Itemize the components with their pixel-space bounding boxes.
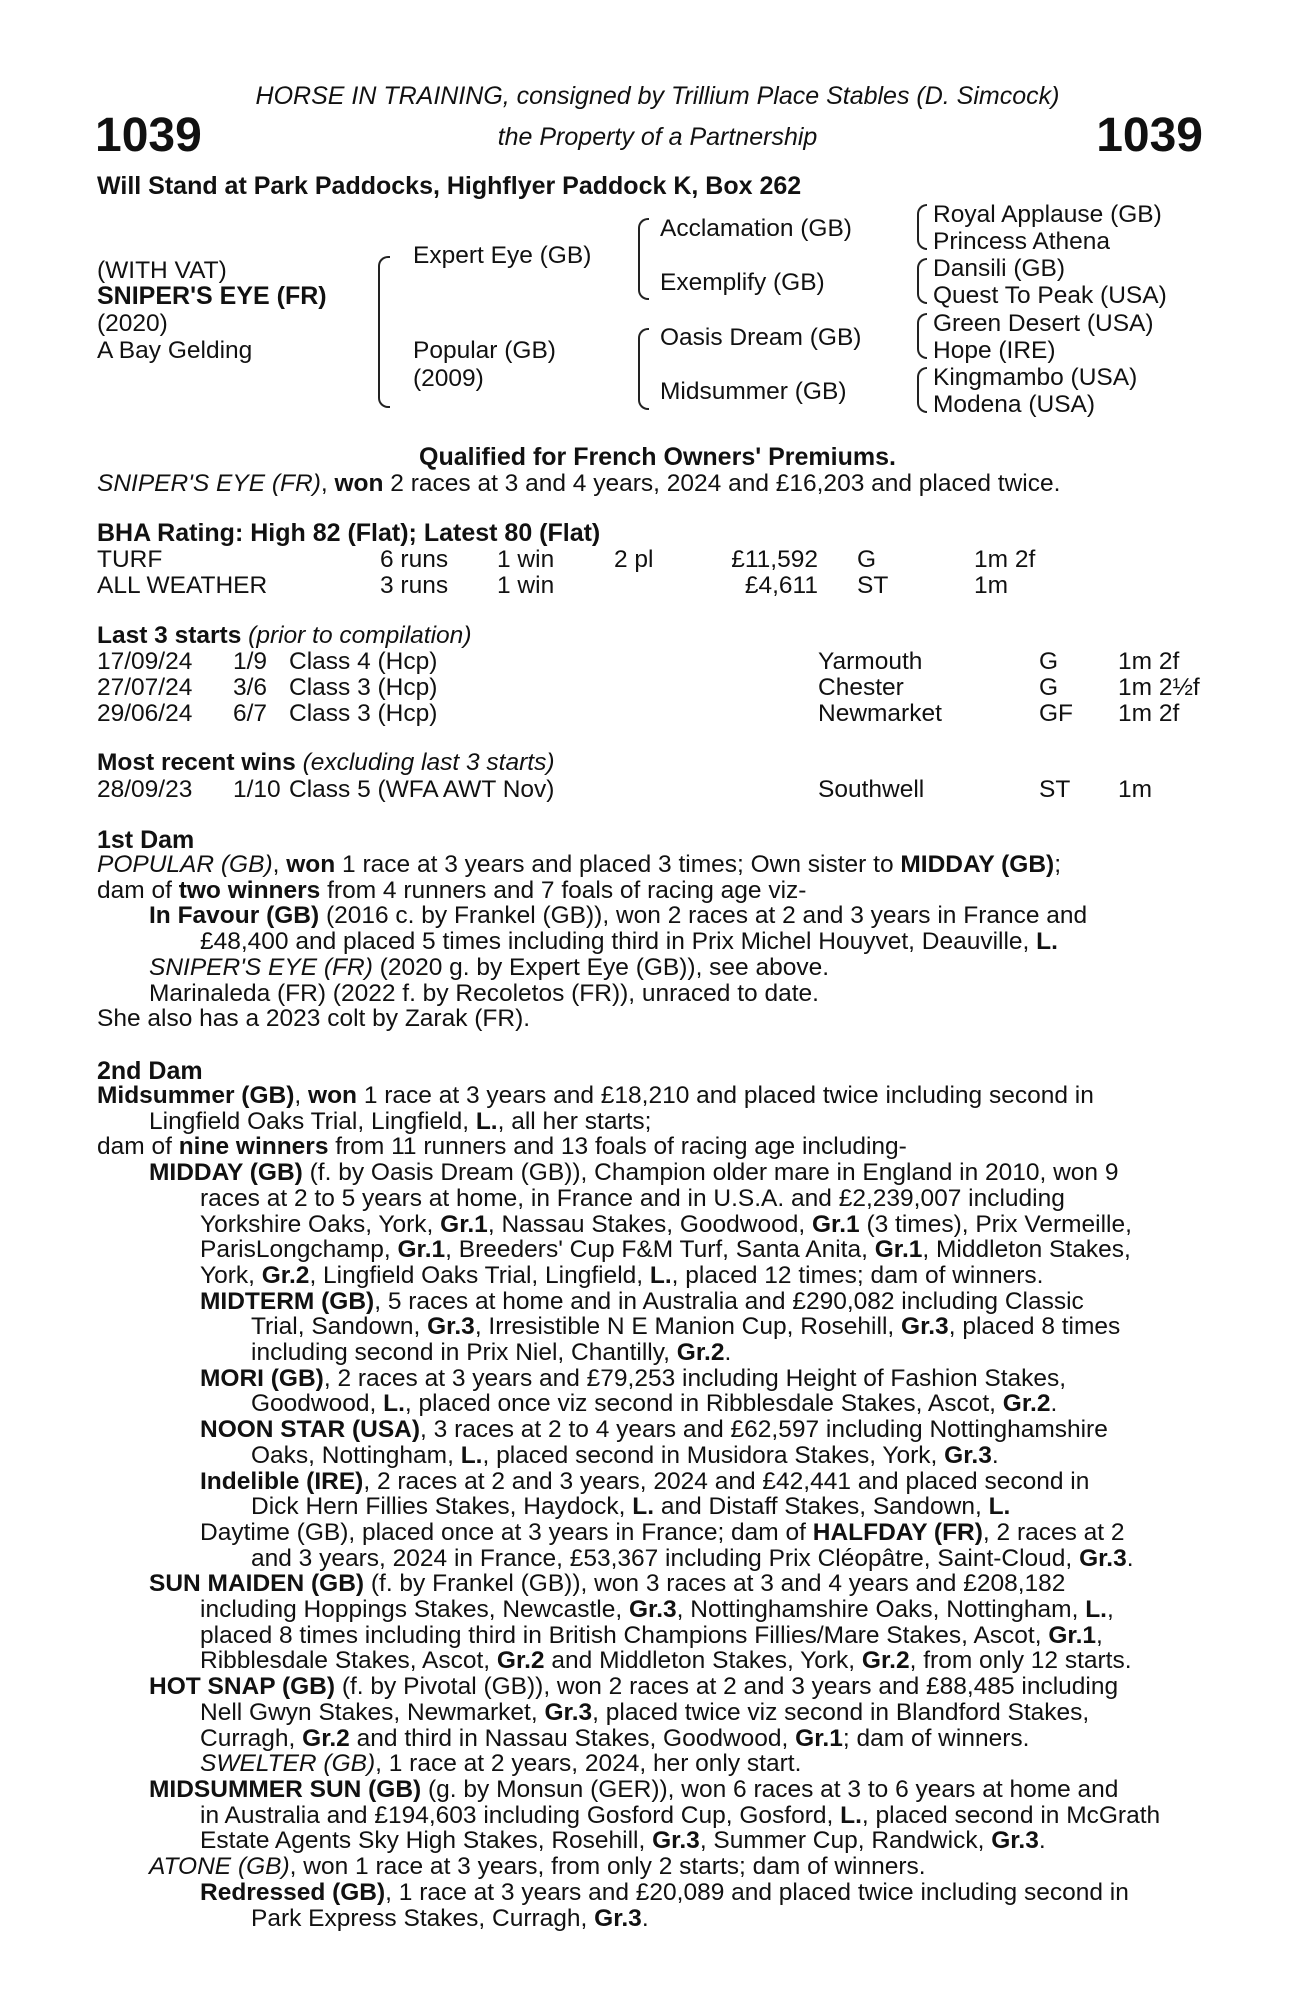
text: Ribblesdale Stakes, Ascot, bbox=[200, 1647, 497, 1675]
dam1-line: She also has a 2023 colt by Zarak (FR). bbox=[97, 1005, 531, 1033]
win-course: Southwell bbox=[818, 776, 925, 803]
grade: Gr.2 bbox=[496, 1647, 545, 1675]
text: . bbox=[1038, 1827, 1046, 1855]
text: (f. by Oasis Dream (GB)), Champion older mare in England in 2010, won 9 bbox=[302, 1159, 1119, 1187]
midterm-line bbox=[97, 1289, 1160, 1315]
winners: nine winners bbox=[178, 1133, 329, 1161]
redressed-line bbox=[97, 1880, 1160, 1906]
grade: L. bbox=[460, 1441, 483, 1469]
text: (f. by Pivotal (GB)), won 2 races at 2 and 3 years and £88,485 including bbox=[335, 1673, 1119, 1701]
midday-line: races at 2 to 5 years at home, in France and in U.S.A. and £2,239,007 including bbox=[200, 1184, 1065, 1212]
text: Estate Agents Sky High Stakes, Rosehill, bbox=[200, 1827, 653, 1855]
horse-name: MIDDAY (GB) bbox=[900, 851, 1055, 878]
pedigree-brace-g3h bbox=[917, 389, 927, 413]
rating-surface: TURF bbox=[97, 546, 163, 573]
text: , bbox=[1096, 1621, 1103, 1649]
text: (2016 c. by Frankel (GB)), won 2 races at 2 and 3 years in France and bbox=[319, 902, 1088, 930]
text: , from only 12 starts. bbox=[909, 1647, 1132, 1675]
grade: Gr.2 bbox=[676, 1339, 725, 1367]
pedigree-g4: Quest To Peak (USA) bbox=[933, 282, 1167, 309]
text: Daytime (GB), placed once at 3 years in France; dam of bbox=[200, 1518, 813, 1546]
midday-line bbox=[97, 1212, 1160, 1238]
indelible-line bbox=[97, 1494, 1160, 1520]
text: , placed second in McGrath bbox=[861, 1801, 1161, 1829]
pedigree-sire-dam: Exemplify (GB) bbox=[660, 269, 825, 296]
recent-wins-title: Most recent wins bbox=[97, 749, 296, 776]
rating-row-turf bbox=[0, 546, 1315, 572]
pedigree-brace-g3g bbox=[917, 367, 927, 391]
midsummersun-line bbox=[97, 1777, 1160, 1803]
sunmaiden-line bbox=[97, 1571, 1160, 1597]
horse-name: MIDSUMMER SUN (GB) bbox=[149, 1775, 422, 1803]
pedigree-brace-g3e bbox=[917, 313, 927, 337]
grade: L. bbox=[649, 1261, 672, 1289]
noonstar-line bbox=[97, 1417, 1160, 1443]
start-position: 1/9 bbox=[233, 648, 268, 675]
horse-name: NOON STAR (USA) bbox=[200, 1416, 421, 1444]
text: , bbox=[294, 1082, 309, 1109]
text: and third in Nassau Stakes, Goodwood, bbox=[349, 1724, 796, 1752]
grade: L. bbox=[632, 1493, 655, 1521]
pedigree-brace-g2a bbox=[638, 218, 649, 260]
start-course: Chester bbox=[818, 674, 904, 701]
indelible-line bbox=[97, 1469, 1160, 1495]
dam2-line bbox=[97, 1109, 1160, 1135]
text: . bbox=[991, 1441, 999, 1469]
rating-prize: £11,592 bbox=[731, 546, 818, 573]
text: Dick Hern Fillies Stakes, Haydock, bbox=[251, 1493, 633, 1521]
grade: Gr.3 bbox=[901, 1313, 949, 1341]
pedigree-dam-sire: Oasis Dream (GB) bbox=[660, 324, 862, 351]
text: Oaks, Nottingham, bbox=[251, 1441, 461, 1469]
pedigree-brace-g2b bbox=[638, 258, 649, 300]
pedigree-brace-g3a bbox=[917, 204, 927, 228]
text: , 2 races at 2 and 3 years, 2024 and £42,441 and placed second in bbox=[363, 1467, 1090, 1495]
grade: L. bbox=[840, 1801, 862, 1829]
rating-runs: 6 runs bbox=[380, 546, 449, 573]
text: 1 race at 3 years and £18,210 and placed twice including second in bbox=[357, 1082, 1094, 1109]
start-distance: 1m 2f bbox=[1118, 700, 1180, 727]
hotsnap-line bbox=[97, 1674, 1160, 1700]
midterm-line bbox=[97, 1314, 1160, 1340]
horse-name: SNIPER'S EYE (FR) bbox=[97, 282, 327, 310]
text: from 4 runners and 7 foals of racing age viz- bbox=[320, 876, 807, 904]
start-date: 29/06/24 bbox=[97, 700, 193, 727]
text: ; bbox=[1054, 851, 1062, 878]
horse-name: SWELTER (GB) bbox=[200, 1750, 376, 1778]
text: Nell Gwyn Stakes, Newmarket, bbox=[200, 1698, 545, 1726]
pedigree-dam-dam: Midsummer (GB) bbox=[660, 378, 847, 405]
last-starts-note: (prior to compilation) bbox=[248, 622, 472, 649]
location-line: Will Stand at Park Paddocks, Highflyer Paddock K, Box 262 bbox=[97, 172, 802, 200]
text: , placed 12 times; dam of winners. bbox=[671, 1261, 1044, 1289]
pedigree-brace-g3d bbox=[917, 280, 927, 304]
start-position: 6/7 bbox=[233, 700, 268, 727]
horse-name: MIDDAY (GB) bbox=[149, 1159, 303, 1187]
redressed-line bbox=[97, 1906, 1160, 1932]
pedigree-g6: Hope (IRE) bbox=[933, 337, 1056, 364]
text: , placed twice viz second in Blandford Stakes, bbox=[592, 1698, 1090, 1726]
race-summary: SNIPER'S EYE (FR), won 2 races at 3 and 4 years, 2024 and £16,203 and placed twice. bbox=[97, 470, 1061, 497]
pedigree-brace-g2d bbox=[638, 368, 649, 410]
text: ParisLongchamp, bbox=[200, 1236, 398, 1264]
horse-name: HOT SNAP (GB) bbox=[149, 1673, 336, 1701]
grade: Gr.2 bbox=[861, 1647, 910, 1675]
rating-going: G bbox=[857, 546, 877, 573]
horse-name: SUN MAIDEN (GB) bbox=[149, 1570, 365, 1598]
start-going: G bbox=[1039, 648, 1059, 675]
text: Curragh, bbox=[200, 1724, 303, 1752]
text: , Breeders' Cup F&M Turf, Santa Anita, bbox=[445, 1236, 875, 1264]
horse-description: A Bay Gelding bbox=[97, 337, 253, 364]
text: , 5 races at home and in Australia and £290,082 including Classic bbox=[374, 1287, 1084, 1315]
grade: Gr.1 bbox=[811, 1210, 860, 1238]
second-dam-heading: 2nd Dam bbox=[97, 1057, 203, 1085]
rating-runs: 3 runs bbox=[380, 572, 449, 599]
pedigree-brace-sire bbox=[378, 256, 390, 336]
pedigree-brace-g3c bbox=[917, 258, 927, 282]
rating-surface: ALL WEATHER bbox=[97, 572, 268, 599]
start-date: 17/09/24 bbox=[97, 648, 193, 675]
last-start-row bbox=[0, 674, 1315, 700]
first-dam-text bbox=[97, 852, 1087, 1032]
midday-line bbox=[97, 1237, 1160, 1263]
grade: Gr.3 bbox=[544, 1698, 593, 1726]
dam2-line bbox=[97, 1134, 1160, 1160]
summary-horse-name: SNIPER'S EYE (FR) bbox=[97, 470, 321, 497]
grade: L. bbox=[1036, 928, 1058, 956]
pedigree-brace-g2c bbox=[638, 328, 649, 370]
dam2-line bbox=[97, 1083, 1160, 1109]
grade: Gr.1 bbox=[1048, 1621, 1097, 1649]
recent-wins-heading bbox=[97, 749, 554, 777]
pedigree-brace-dam bbox=[378, 334, 390, 408]
text: Trial, Sandown, bbox=[251, 1313, 428, 1341]
grade: L. bbox=[383, 1390, 405, 1418]
text: £48,400 and placed 5 times including third in Prix Michel Houyvet, Deauville, bbox=[200, 928, 1037, 956]
pedigree-dam: Popular (GB) bbox=[413, 337, 556, 364]
dam1-line bbox=[97, 878, 1087, 904]
text: including second in Prix Niel, Chantilly, bbox=[251, 1339, 677, 1367]
pedigree-g5: Green Desert (USA) bbox=[933, 310, 1154, 337]
grade: Gr.3 bbox=[628, 1596, 677, 1624]
win-date: 28/09/23 bbox=[97, 776, 193, 803]
grade: Gr.3 bbox=[427, 1313, 475, 1341]
text: Yorkshire Oaks, York, bbox=[200, 1210, 441, 1238]
summary-won: won bbox=[334, 470, 384, 497]
text: . bbox=[724, 1339, 732, 1367]
dam-name: Midsummer (GB) bbox=[97, 1082, 295, 1109]
text: (f. by Frankel (GB)), won 3 races at 3 and 4 years and £208,182 bbox=[364, 1570, 1066, 1598]
rating-wins: 1 win bbox=[497, 546, 555, 573]
text: (g. by Monsun (GER)), won 6 races at 3 to 6 years at home and bbox=[421, 1775, 1119, 1803]
pedigree-sire-sire: Acclamation (GB) bbox=[660, 215, 852, 242]
sunmaiden-line bbox=[97, 1648, 1160, 1674]
text: dam of bbox=[97, 876, 179, 904]
grade: Gr.2 bbox=[302, 1724, 350, 1752]
text: , won 1 race at 3 years, from only 2 starts; dam of winners. bbox=[289, 1853, 926, 1881]
text: , 2 races at 3 years and £79,253 including Height of Fashion Stakes, bbox=[323, 1364, 1067, 1392]
horse-name: Redressed (GB) bbox=[200, 1878, 386, 1906]
text: York, bbox=[200, 1261, 262, 1289]
text: Lingfield Oaks Trial, Lingfield, bbox=[149, 1107, 476, 1135]
last-starts-title: Last 3 starts bbox=[97, 622, 242, 649]
hotsnap-line bbox=[97, 1726, 1160, 1752]
midsummersun-line bbox=[97, 1803, 1160, 1829]
text: , 3 races at 2 to 4 years and £62,597 including Nottinghamshire bbox=[420, 1416, 1108, 1444]
pedigree-g1: Royal Applause (GB) bbox=[933, 201, 1162, 228]
grade: L. bbox=[988, 1493, 1011, 1521]
text: , placed 8 times bbox=[948, 1313, 1121, 1341]
text: , bbox=[1106, 1596, 1114, 1624]
hotsnap-line bbox=[97, 1751, 1160, 1777]
pedigree-sire: Expert Eye (GB) bbox=[413, 242, 592, 269]
text: from 11 runners and 13 foals of racing age including- bbox=[328, 1133, 907, 1161]
start-distance: 1m 2f bbox=[1118, 648, 1180, 675]
text: . bbox=[1126, 1544, 1134, 1572]
property-line: the Property of a Partnership bbox=[497, 123, 818, 151]
win-position: 1/10 bbox=[233, 776, 281, 803]
text: , Middleton Stakes, bbox=[922, 1236, 1131, 1264]
dam1-line: Marinaleda (FR) (2022 f. by Recoletos (FR)), unraced to date. bbox=[149, 979, 819, 1007]
start-date: 27/07/24 bbox=[97, 674, 193, 701]
noonstar-line bbox=[97, 1443, 1160, 1469]
winners: two winners bbox=[178, 876, 321, 904]
last-starts-heading bbox=[97, 622, 471, 650]
start-going: G bbox=[1039, 674, 1059, 701]
text: , 1 race at 2 years, 2024, her only start. bbox=[375, 1750, 802, 1778]
text: . bbox=[641, 1904, 649, 1932]
text: in Australia and £194,603 including Gosford Cup, Gosford, bbox=[200, 1801, 841, 1829]
mori-line bbox=[97, 1366, 1160, 1392]
text: (3 times), Prix Vermeille, bbox=[859, 1210, 1132, 1238]
pedigree-dam-year: (2009) bbox=[413, 365, 484, 392]
horse-name: In Favour (GB) bbox=[149, 902, 320, 930]
start-going: GF bbox=[1039, 700, 1074, 727]
won: won bbox=[308, 1082, 358, 1109]
daytime-line bbox=[97, 1520, 1160, 1546]
text: and Distaff Stakes, Sandown, bbox=[654, 1493, 989, 1521]
pedigree-brace-g3b bbox=[917, 226, 927, 250]
sunmaiden-line bbox=[97, 1623, 1160, 1649]
grade: L. bbox=[475, 1107, 498, 1135]
second-dam-text bbox=[97, 1083, 1160, 1931]
win-going: ST bbox=[1039, 776, 1071, 803]
grade: Gr.1 bbox=[874, 1236, 923, 1264]
text: dam of bbox=[97, 1133, 179, 1161]
start-position: 3/6 bbox=[233, 674, 268, 701]
rating-distance: 1m bbox=[974, 572, 1009, 599]
text: (2020 g. by Expert Eye (GB)), see above. bbox=[372, 953, 830, 981]
pedigree-g2: Princess Athena bbox=[933, 228, 1111, 255]
grade: Gr.3 bbox=[652, 1827, 700, 1855]
mori-line bbox=[97, 1391, 1160, 1417]
midday-line bbox=[97, 1263, 1160, 1289]
text: , Lingfield Oaks Trial, Lingfield, bbox=[309, 1261, 650, 1289]
start-race: Class 3 (Hcp) bbox=[289, 700, 438, 727]
rating-placed: 2 pl bbox=[614, 546, 654, 573]
won: won bbox=[286, 851, 336, 878]
start-course: Newmarket bbox=[818, 700, 942, 727]
win-distance: 1m bbox=[1118, 776, 1153, 803]
pedigree-g8: Modena (USA) bbox=[933, 391, 1096, 418]
horse-name: MORI (GB) bbox=[200, 1364, 324, 1392]
pedigree-brace-g3f bbox=[917, 335, 927, 359]
dam1-line bbox=[97, 929, 1087, 955]
pedigree-g7: Kingmambo (USA) bbox=[933, 364, 1138, 391]
rating-prize: £4,611 bbox=[744, 572, 818, 599]
grade: Gr.1 bbox=[440, 1210, 488, 1238]
dam1-line bbox=[97, 852, 1087, 878]
text: , Nassau Stakes, Goodwood, bbox=[487, 1210, 812, 1238]
sunmaiden-line bbox=[97, 1597, 1160, 1623]
text: ; dam of winners. bbox=[842, 1724, 1030, 1752]
text: Park Express Stakes, Curragh, bbox=[251, 1904, 595, 1932]
text: and Middleton Stakes, York, bbox=[544, 1647, 862, 1675]
grade: Gr.1 bbox=[795, 1724, 843, 1752]
grade: L. bbox=[1085, 1596, 1107, 1624]
dam1-line bbox=[97, 903, 1087, 929]
start-race: Class 3 (Hcp) bbox=[289, 674, 438, 701]
consignor-line: HORSE IN TRAINING, consigned by Trillium Place Stables (D. Simcock) bbox=[255, 82, 1060, 110]
start-course: Yarmouth bbox=[818, 648, 923, 675]
win-race: Class 5 (WFA AWT Nov) bbox=[289, 776, 555, 803]
recent-win-row bbox=[0, 776, 1315, 802]
horse-year: (2020) bbox=[97, 310, 168, 337]
horse-name: SNIPER'S EYE (FR) bbox=[149, 953, 373, 981]
horse-name: HALFDAY (FR) bbox=[812, 1518, 983, 1546]
text: and 3 years, 2024 in France, £53,367 including Prix Cléopâtre, Saint-Cloud, bbox=[251, 1544, 1080, 1572]
text: Goodwood, bbox=[251, 1390, 384, 1418]
horse-name: MIDTERM (GB) bbox=[200, 1287, 375, 1315]
text: , Irresistible N E Manion Cup, Rosehill, bbox=[474, 1313, 902, 1341]
text: including Hoppings Stakes, Newcastle, bbox=[200, 1596, 629, 1624]
text: , placed second in Musidora Stakes, York, bbox=[482, 1441, 945, 1469]
text: , Summer Cup, Randwick, bbox=[699, 1827, 992, 1855]
grade: Gr.3 bbox=[944, 1441, 992, 1469]
grade: Gr.2 bbox=[1002, 1390, 1051, 1418]
text: , Nottinghamshire Oaks, Nottingham, bbox=[676, 1596, 1086, 1624]
atone-line bbox=[97, 1854, 1160, 1880]
horse-name: ATONE (GB) bbox=[149, 1853, 290, 1881]
dam-name: POPULAR (GB) bbox=[97, 851, 273, 878]
text: , placed once viz second in Ribblesdale Stakes, Ascot, bbox=[404, 1390, 1003, 1418]
pedigree-g3: Dansili (GB) bbox=[933, 255, 1066, 282]
rating-going: ST bbox=[857, 572, 889, 599]
horse-name: Indelible (IRE) bbox=[200, 1467, 364, 1495]
start-race: Class 4 (Hcp) bbox=[289, 648, 438, 675]
text: placed 8 times including third in British Champions Fillies/Mare Stakes, Ascot, bbox=[200, 1621, 1049, 1649]
dam1-line bbox=[97, 955, 1087, 981]
lot-number-left: 1039 bbox=[95, 109, 202, 162]
premiums-note: Qualified for French Owners' Premiums. bbox=[419, 443, 896, 471]
rating-heading: BHA Rating: High 82 (Flat); Latest 80 (Flat) bbox=[97, 519, 601, 547]
lot-number-right: 1039 bbox=[1096, 109, 1203, 162]
text: 1 race at 3 years and placed 3 times; Own sister to bbox=[335, 851, 901, 878]
last-start-row bbox=[0, 700, 1315, 726]
grade: Gr.3 bbox=[991, 1827, 1039, 1855]
midsummersun-line bbox=[97, 1828, 1160, 1854]
grade: Gr.3 bbox=[594, 1904, 642, 1932]
grade: Gr.2 bbox=[261, 1261, 310, 1289]
first-dam-heading: 1st Dam bbox=[97, 826, 195, 854]
start-distance: 1m 2½f bbox=[1118, 674, 1200, 701]
midday-line bbox=[97, 1160, 1160, 1186]
grade: Gr.1 bbox=[397, 1236, 446, 1264]
daytime-line bbox=[97, 1546, 1160, 1572]
text: . bbox=[1050, 1390, 1058, 1418]
text: , bbox=[272, 851, 287, 878]
hotsnap-line bbox=[97, 1700, 1160, 1726]
recent-wins-note: (excluding last 3 starts) bbox=[302, 749, 555, 776]
summary-record: 2 races at 3 and 4 years, 2024 and £16,203 and placed twice. bbox=[390, 470, 1061, 497]
text: , 1 race at 3 years and £20,089 and placed twice including second in bbox=[385, 1878, 1129, 1906]
midterm-line bbox=[97, 1340, 1160, 1366]
grade: Gr.3 bbox=[1079, 1544, 1127, 1572]
text: , all her starts; bbox=[497, 1107, 652, 1135]
text: , 2 races at 2 bbox=[982, 1518, 1125, 1546]
vat-note: (WITH VAT) bbox=[97, 257, 227, 284]
rating-distance: 1m 2f bbox=[974, 546, 1036, 573]
rating-row-aw bbox=[0, 572, 1315, 598]
rating-wins: 1 win bbox=[497, 572, 555, 599]
last-start-row bbox=[0, 648, 1315, 674]
